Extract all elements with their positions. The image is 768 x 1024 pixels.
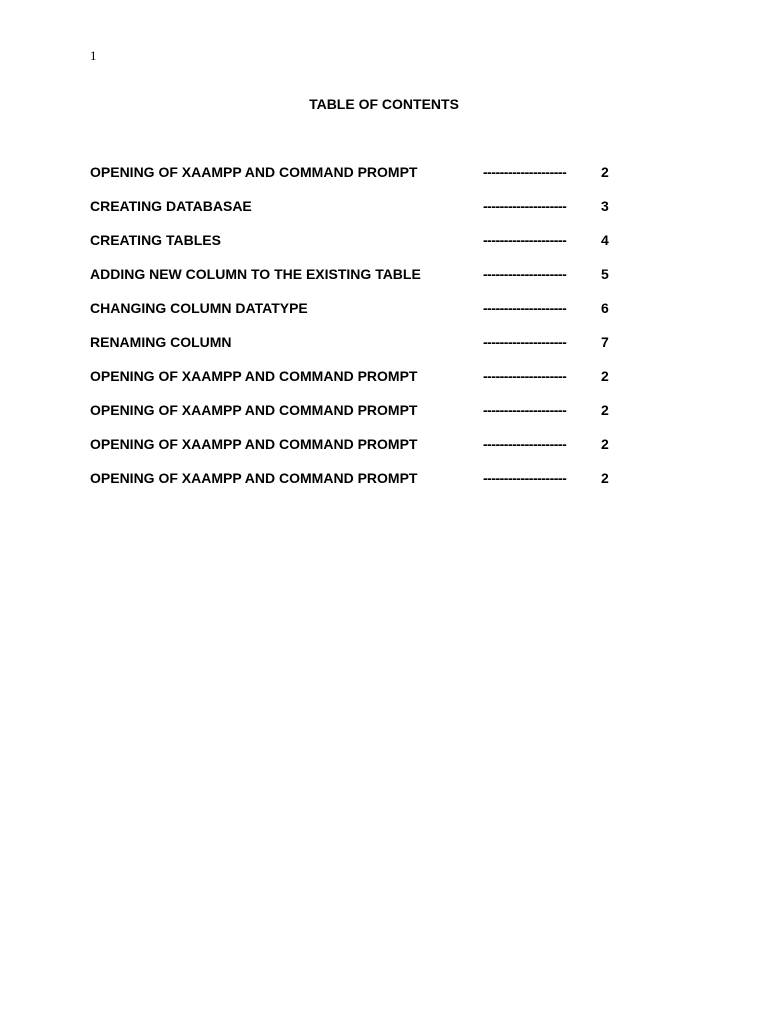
toc-list	[90, 164, 620, 504]
toc-page-number: 7	[601, 334, 609, 350]
toc-entry	[90, 300, 620, 334]
toc-leader: --------------------	[483, 300, 567, 316]
toc-entry	[90, 266, 620, 300]
toc-entry-title: CHANGING COLUMN DATATYPE	[90, 300, 308, 316]
toc-leader: --------------------	[483, 164, 567, 180]
toc-entry	[90, 198, 620, 232]
toc-page-number: 2	[601, 436, 609, 452]
toc-entry	[90, 164, 620, 198]
toc-page-number: 4	[601, 232, 609, 248]
toc-leader: --------------------	[483, 334, 567, 350]
toc-entry-title: ADDING NEW COLUMN TO THE EXISTING TABLE	[90, 266, 421, 282]
toc-entry	[90, 436, 620, 470]
toc-page-number: 2	[601, 164, 609, 180]
toc-entry	[90, 470, 620, 504]
toc-entry-title: OPENING OF XAAMPP AND COMMAND PROMPT	[90, 402, 418, 418]
toc-leader: --------------------	[483, 232, 567, 248]
toc-title: TABLE OF CONTENTS	[309, 96, 459, 112]
toc-page-number: 2	[601, 402, 609, 418]
toc-entry-title: OPENING OF XAAMPP AND COMMAND PROMPT	[90, 368, 418, 384]
toc-entry-title: OPENING OF XAAMPP AND COMMAND PROMPT	[90, 164, 418, 180]
toc-leader: --------------------	[483, 368, 567, 384]
toc-page-number: 2	[601, 470, 609, 486]
toc-entry-title: OPENING OF XAAMPP AND COMMAND PROMPT	[90, 436, 418, 452]
toc-entry	[90, 334, 620, 368]
toc-entry	[90, 402, 620, 436]
toc-page-number: 6	[601, 300, 609, 316]
toc-page-number: 3	[601, 198, 609, 214]
toc-leader: --------------------	[483, 402, 567, 418]
toc-leader: --------------------	[483, 470, 567, 486]
toc-entry	[90, 232, 620, 266]
toc-page-number: 2	[601, 368, 609, 384]
page-number: 1	[90, 48, 97, 63]
toc-entry-title: OPENING OF XAAMPP AND COMMAND PROMPT	[90, 470, 418, 486]
toc-leader: --------------------	[483, 198, 567, 214]
toc-entry	[90, 368, 620, 402]
toc-leader: --------------------	[483, 266, 567, 282]
toc-entry-title: RENAMING COLUMN	[90, 334, 232, 350]
toc-leader: --------------------	[483, 436, 567, 452]
toc-entry-title: CREATING TABLES	[90, 232, 221, 248]
toc-entry-title: CREATING DATABASAE	[90, 198, 252, 214]
toc-page-number: 5	[601, 266, 609, 282]
